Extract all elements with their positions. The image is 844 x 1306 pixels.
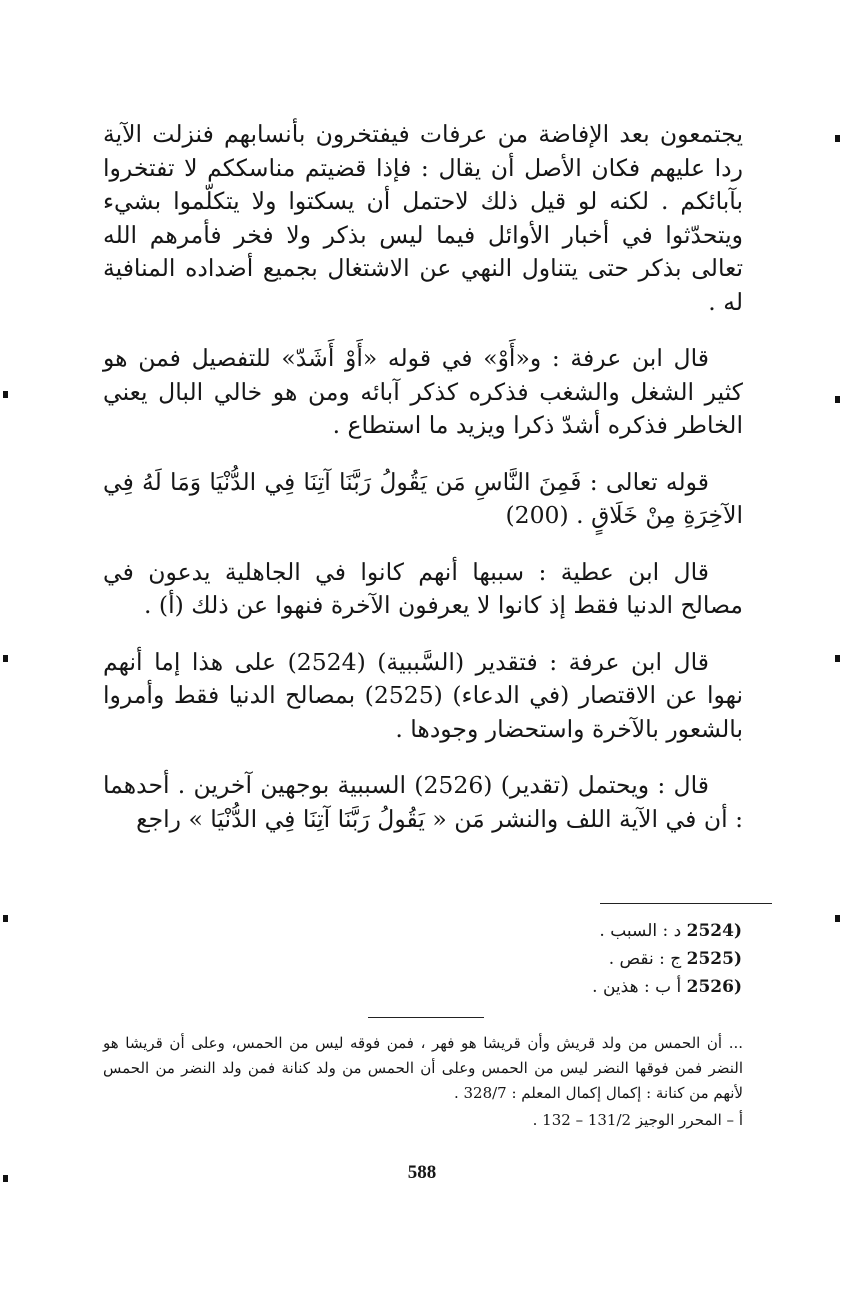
scan-mark <box>835 915 840 922</box>
paragraph: قال ابن عرفة : و«أَوْ» في قوله «أَوْ أَشَدّ» للتفصيل فمن هو كثير الشغل والشغب فذكره كذكر آبائه ومن هو خالي البال يعني الخاطر فذكره أشدّ ذكرا ويزيد ما استطاع . <box>103 344 743 439</box>
scan-mark <box>3 655 8 662</box>
footnote-text: أ ب : هذين . <box>592 977 682 997</box>
footnote-item <box>420 973 742 1001</box>
page-number: 588 <box>407 1162 437 1183</box>
endnote-source: أ – المحرر الوجيز 131/2 – 132 . <box>532 1111 743 1129</box>
endnote-separator <box>368 1017 484 1018</box>
paragraph: قال ابن عطية : سببها أنهم كانوا في الجاهلية يدعون في مصالح الدنيا فقط إذ كانوا لا يعرفون الآخرة فنهوا عن ذلك (أ) . <box>103 557 743 619</box>
footnote-separator <box>600 903 772 904</box>
scan-mark <box>3 391 8 398</box>
endnote-text: ... أن الحمس من ولد قريش وأن قريشا هو فهر ، فمن فوقه ليس من الحمس، وعلى أن قريشا هو النضر فمن فوقها النضر ليس من الحمس وعلى أن الحمس من ولد كنانة فمن ولد النضر من الحمس لأنهم من كنانة : إكمال إكمال المعلم : 328/7 . <box>103 1034 743 1102</box>
endnotes <box>103 1031 743 1133</box>
footnote-number: (2524 <box>686 921 742 941</box>
paragraph: قال : ويحتمل (تقدير) (2526) السببية بوجهين آخرين . أحدهما : أن في الآية اللف والنشر مَن « يَقُولُ رَبَّنَا آتِنَا فِي الدُّنْيَا » راجع <box>103 771 743 833</box>
scan-mark <box>835 135 840 142</box>
quran-verse-paragraph: قوله تعالى : فَمِنَ النَّاسِ مَن يَقُولُ رَبَّنَا آتِنَا فِي الدُّنْيَا وَمَا لَهُ فِي الآخِرَةِ مِنْ خَلَاقٍ . (200) <box>103 467 743 529</box>
footnote-text: د : السبب . <box>599 921 682 941</box>
footnote-number: (2525 <box>686 949 742 969</box>
footnote-item <box>420 917 742 945</box>
footnote-text: ج : نقص . <box>608 949 682 969</box>
footnote-number: (2526 <box>686 977 742 997</box>
footnote-item <box>420 945 742 973</box>
scan-mark <box>835 655 840 662</box>
scan-mark <box>3 915 8 922</box>
paragraph: قال ابن عرفة : فتقدير (السَّببية) (2524) على هذا إما أنهم نهوا عن الاقتصار (في الدعاء) (2525) بمصالح الدنيا فقط وأمروا بالشعور بالآخرة واستحضار وجودها . <box>103 647 743 743</box>
main-text <box>103 118 743 836</box>
scan-mark <box>835 396 840 403</box>
paragraph: يجتمعون بعد الإفاضة من عرفات فيفتخرون بأنسابهم فنزلت الآية ردا عليهم فكان الأصل أن يقال : فإذا قضيتم مناسككم لا تفتخروا بآبائكم . لكنه لو قيل ذلك لاحتمل أن يسكتوا ولا يتكلّموا بشيء ويتحدّثوا في أخبار الأوائل فيما ليس بذكر ولا فخر فأمرهم الله تعالى بذكر حتى يتناول النهي عن الاشتغال بجميع أضداده المنافية له . <box>103 120 743 316</box>
footnotes <box>420 917 742 1001</box>
